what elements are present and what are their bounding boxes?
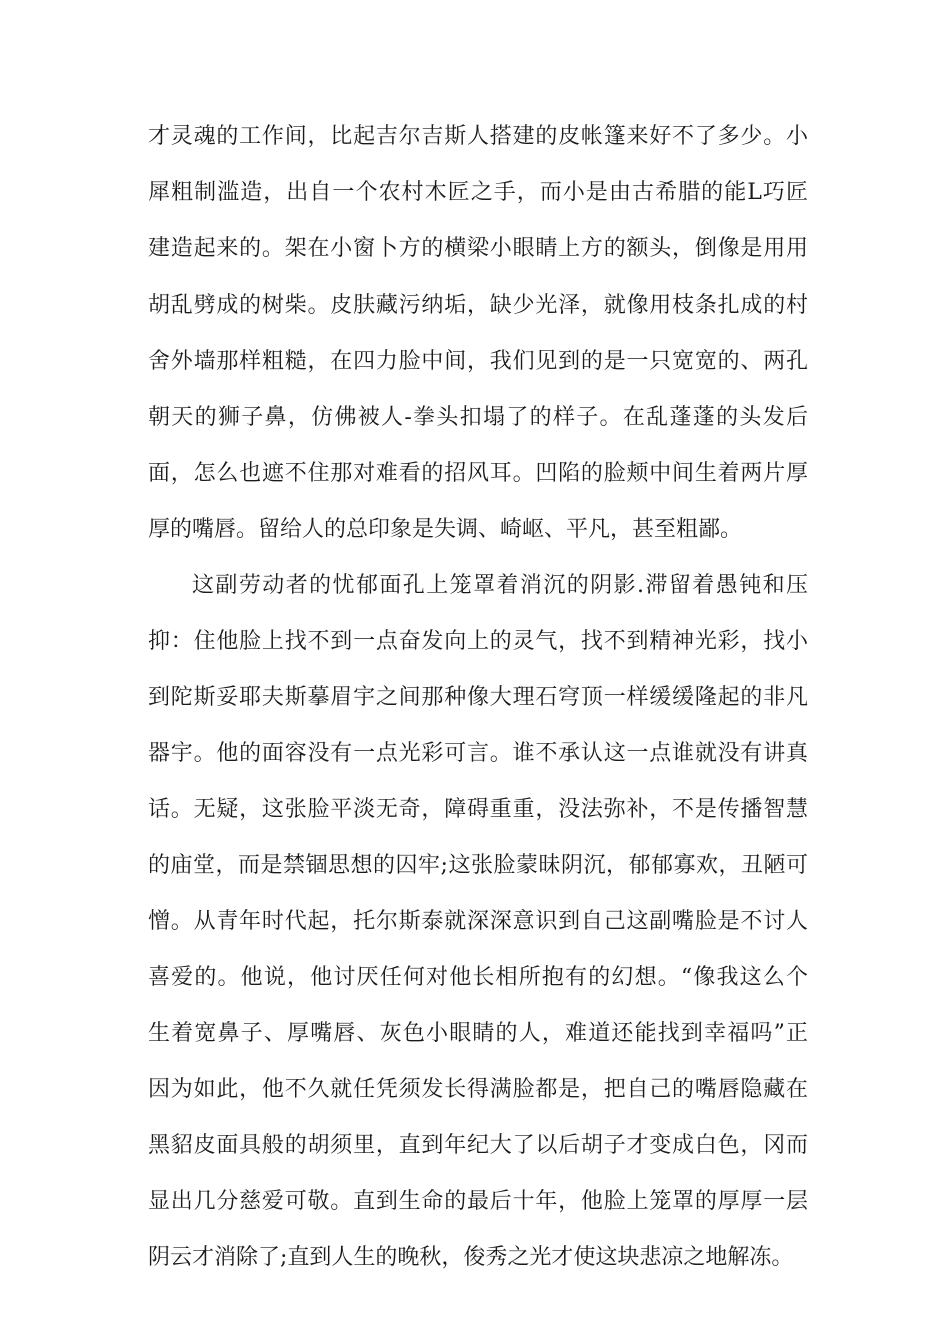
- text-line: 到陀斯妥耶夫斯摹眉宇之间那种像大理石穹顶一样缓缓隆起的非凡: [148, 685, 808, 710]
- text-line: 喜爱的。他说，他讨厌任何对他长相所抱有的幻想。“像我这么个: [148, 965, 808, 990]
- text-line: 的庙堂，而是禁锢思想的囚牢;这张脸蒙昧阴沉，郁郁寡欢，丑陋可: [148, 853, 808, 878]
- text-line: 胡乱劈成的树柴。皮肤藏污纳垢，缺少光泽，就像用枝条扎成的村: [148, 293, 808, 318]
- text-line: 面，怎么也遮不住那对难看的招风耳。凹陷的脸颊中间生着两片厚: [148, 461, 808, 486]
- text-line: 抑：住他脸上找不到一点奋发向上的灵气，找不到精神光彩，找小: [148, 629, 808, 654]
- text-line: 因为如此，他不久就任凭须发长得满脸都是，把自己的嘴唇隐藏在: [148, 1077, 808, 1102]
- text-line: 朝天的狮子鼻，仿佛被人-拳头扣塌了的样子。在乱蓬蓬的头发后: [148, 405, 808, 430]
- text-line: 犀粗制滥造，出自一个农村木匠之手，而小是由古希腊的能L巧匠: [148, 180, 808, 205]
- text-line: 话。无疑，这张脸平淡无奇，障碍重重，没法弥补，不是传播智慧: [148, 797, 808, 822]
- text-line: 才灵魂的工作间，比起吉尔吉斯人搭建的皮帐篷来好不了多少。小: [148, 124, 808, 149]
- text-line: 生着宽鼻子、厚嘴唇、灰色小眼睛的人，难道还能找到幸福吗”正: [148, 1021, 808, 1046]
- text-line: 厚的嘴唇。留给人的总印象是失调、崎岖、平凡，甚至粗鄙。: [148, 517, 743, 542]
- text-line: 显出几分慈爱可敬。直到生命的最后十年，他脸上笼罩的厚厚一层: [148, 1189, 808, 1214]
- text-line: 阴云才消除了;直到人生的晚秋，俊秀之光才使这块悲凉之地解冻。: [148, 1245, 794, 1270]
- text-line: 这副劳动者的忧郁面孔上笼罩着消沉的阴影.滞留着愚钝和压: [192, 573, 808, 598]
- text-line: 舍外墙那样粗糙，在四力脸中间，我们见到的是一只宽宽的、两孔: [148, 349, 808, 374]
- text-line: 器宇。他的面容没有一点光彩可言。谁不承认这一点谁就没有讲真: [148, 741, 808, 766]
- text-line: 憎。从青年时代起，托尔斯泰就深深意识到自己这副嘴脸是不讨人: [148, 909, 808, 934]
- text-line: 建造起来的。架在小窗卜方的横梁小眼睛上方的额头，倒像是用用: [148, 236, 808, 261]
- text-line: 黑貂皮面具般的胡须里，直到年纪大了以后胡子才变成白色，冈而: [148, 1133, 808, 1158]
